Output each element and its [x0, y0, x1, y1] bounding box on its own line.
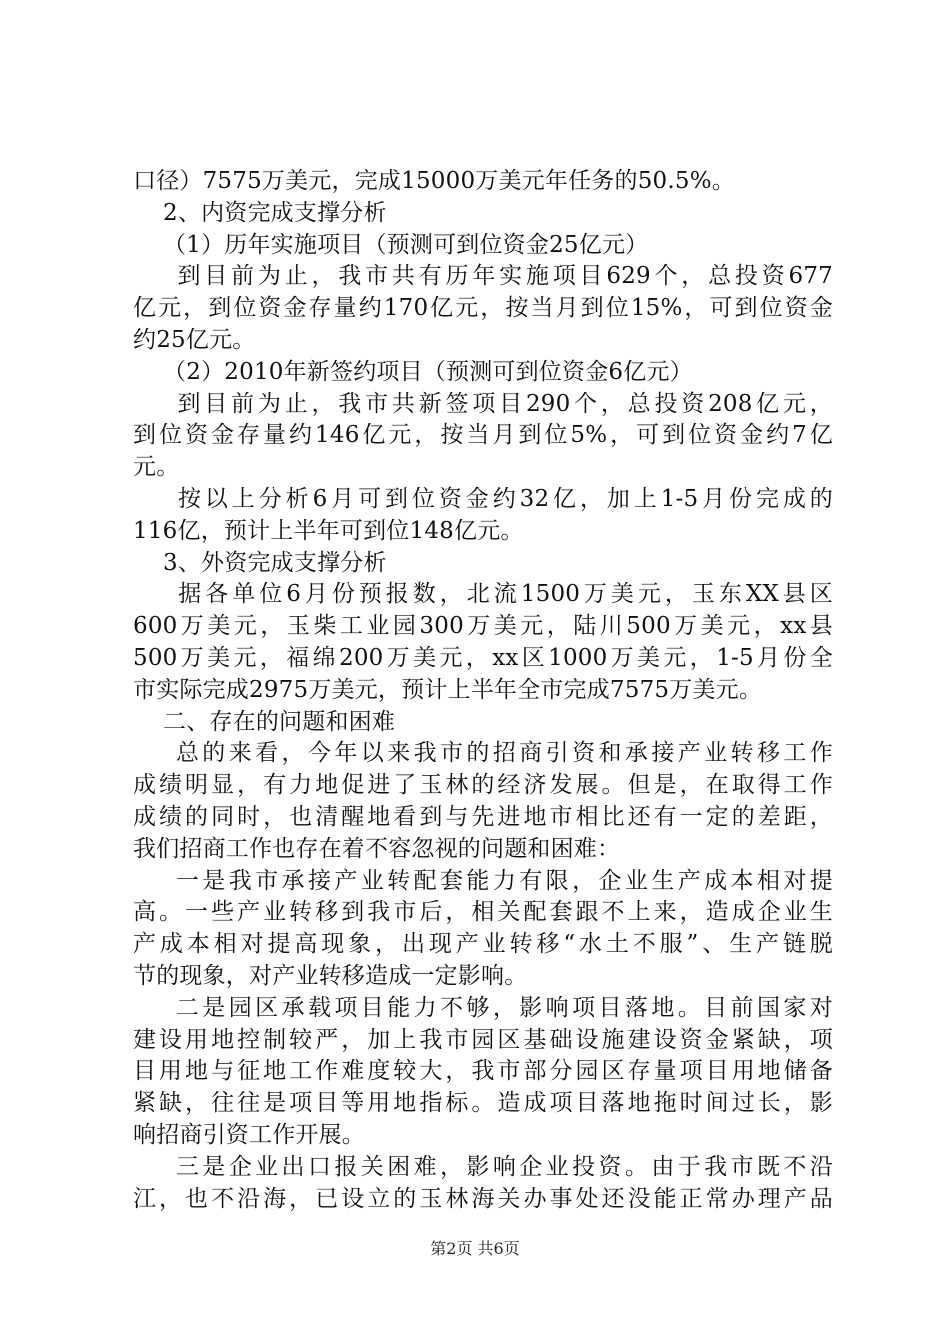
text-line: 总的来看，今年以来我市的招商引资和承接产业转移工作	[133, 740, 833, 767]
text-line: 紧缺，往往是项目等用地指标。造成项目落地拖时间过长，影	[133, 1090, 833, 1117]
text-line: 一是我市承接产业转配套能力有限，企业生产成本相对提	[133, 867, 833, 894]
text-line: 116亿，预计上半年可到位148亿元。	[133, 517, 524, 544]
section-heading: 二、存在的问题和困难	[133, 708, 396, 735]
text-line: 亿元，到位资金存量约170亿元，按当月到位15%，可到位资金	[133, 295, 833, 322]
text-line: 产成本相对提高现象，出现产业转移“水土不服”、生产链脱	[133, 931, 833, 958]
text-line: 三是企业出口报关困难，影响企业投资。由于我市既不沿	[133, 1153, 833, 1180]
text-line: 据各单位6月份预报数，北流1500万美元，玉东XX县区	[133, 581, 833, 608]
text-line: 江，也不沿海，已设立的玉林海关办事处还没能正常办理产品	[133, 1185, 833, 1212]
text-line: 到目前为止，我市共有历年实施项目629个，总投资677	[133, 263, 833, 290]
text-line: 600万美元，玉柴工业园300万美元，陆川500万美元，xx县	[133, 613, 833, 640]
text-line: 按以上分析6月可到位资金约32亿，加上1-5月份完成的	[133, 485, 833, 512]
text-line: 约25亿元。	[133, 326, 256, 353]
text-line: 市实际完成2975万美元，预计上半年全市完成7575万美元。	[133, 676, 763, 703]
subsection-heading: （1）历年实施项目（预测可到位资金25亿元）	[133, 231, 649, 258]
page-footer: 第2页 共6页	[430, 1239, 520, 1258]
text-line: 高。一些产业转移到我市后，相关配套跟不上来，造成企业生	[133, 899, 833, 926]
text-line: 到位资金存量约146亿元，按当月到位5%，可到位资金约7亿	[133, 422, 833, 449]
text-line: 元。	[133, 454, 180, 481]
text-line: 二是园区承载项目能力不够，影响项目落地。目前国家对	[133, 994, 833, 1021]
text-line: 到目前为止，我市共新签项目290个，总投资208亿元，	[133, 390, 833, 417]
text-line: 节的现象，对产业转移造成一定影响。	[133, 962, 528, 989]
text-line: 建设用地控制较严，加上我市园区基础设施建设资金紧缺，项	[133, 1026, 833, 1053]
text-line: 我们招商工作也存在着不容忽视的问题和困难：	[133, 835, 621, 862]
text-line: 成绩的同时，也清醒地看到与先进地市相比还有一定的差距，	[133, 803, 833, 830]
text-line: 成绩明显，有力地促进了玉林的经济发展。但是，在取得工作	[133, 772, 833, 799]
text-line: 目用地与征地工作难度较大，我市部分园区存量项目用地储备	[133, 1058, 833, 1085]
text-line: 口径）7575万美元，完成15000万美元年任务的50.5%。	[133, 168, 735, 194]
text-line: 500万美元，福绵200万美元，xx区1000万美元，1-5月份全	[133, 644, 833, 671]
section-heading: 2、内资完成支撑分析	[133, 199, 387, 226]
text-line: 响招商引资工作开展。	[133, 1121, 365, 1148]
document-body	[133, 166, 833, 1215]
section-heading: 3、外资完成支撑分析	[133, 549, 387, 576]
subsection-heading: （2）2010年新签约项目（预测可到位资金6亿元）	[133, 358, 693, 385]
